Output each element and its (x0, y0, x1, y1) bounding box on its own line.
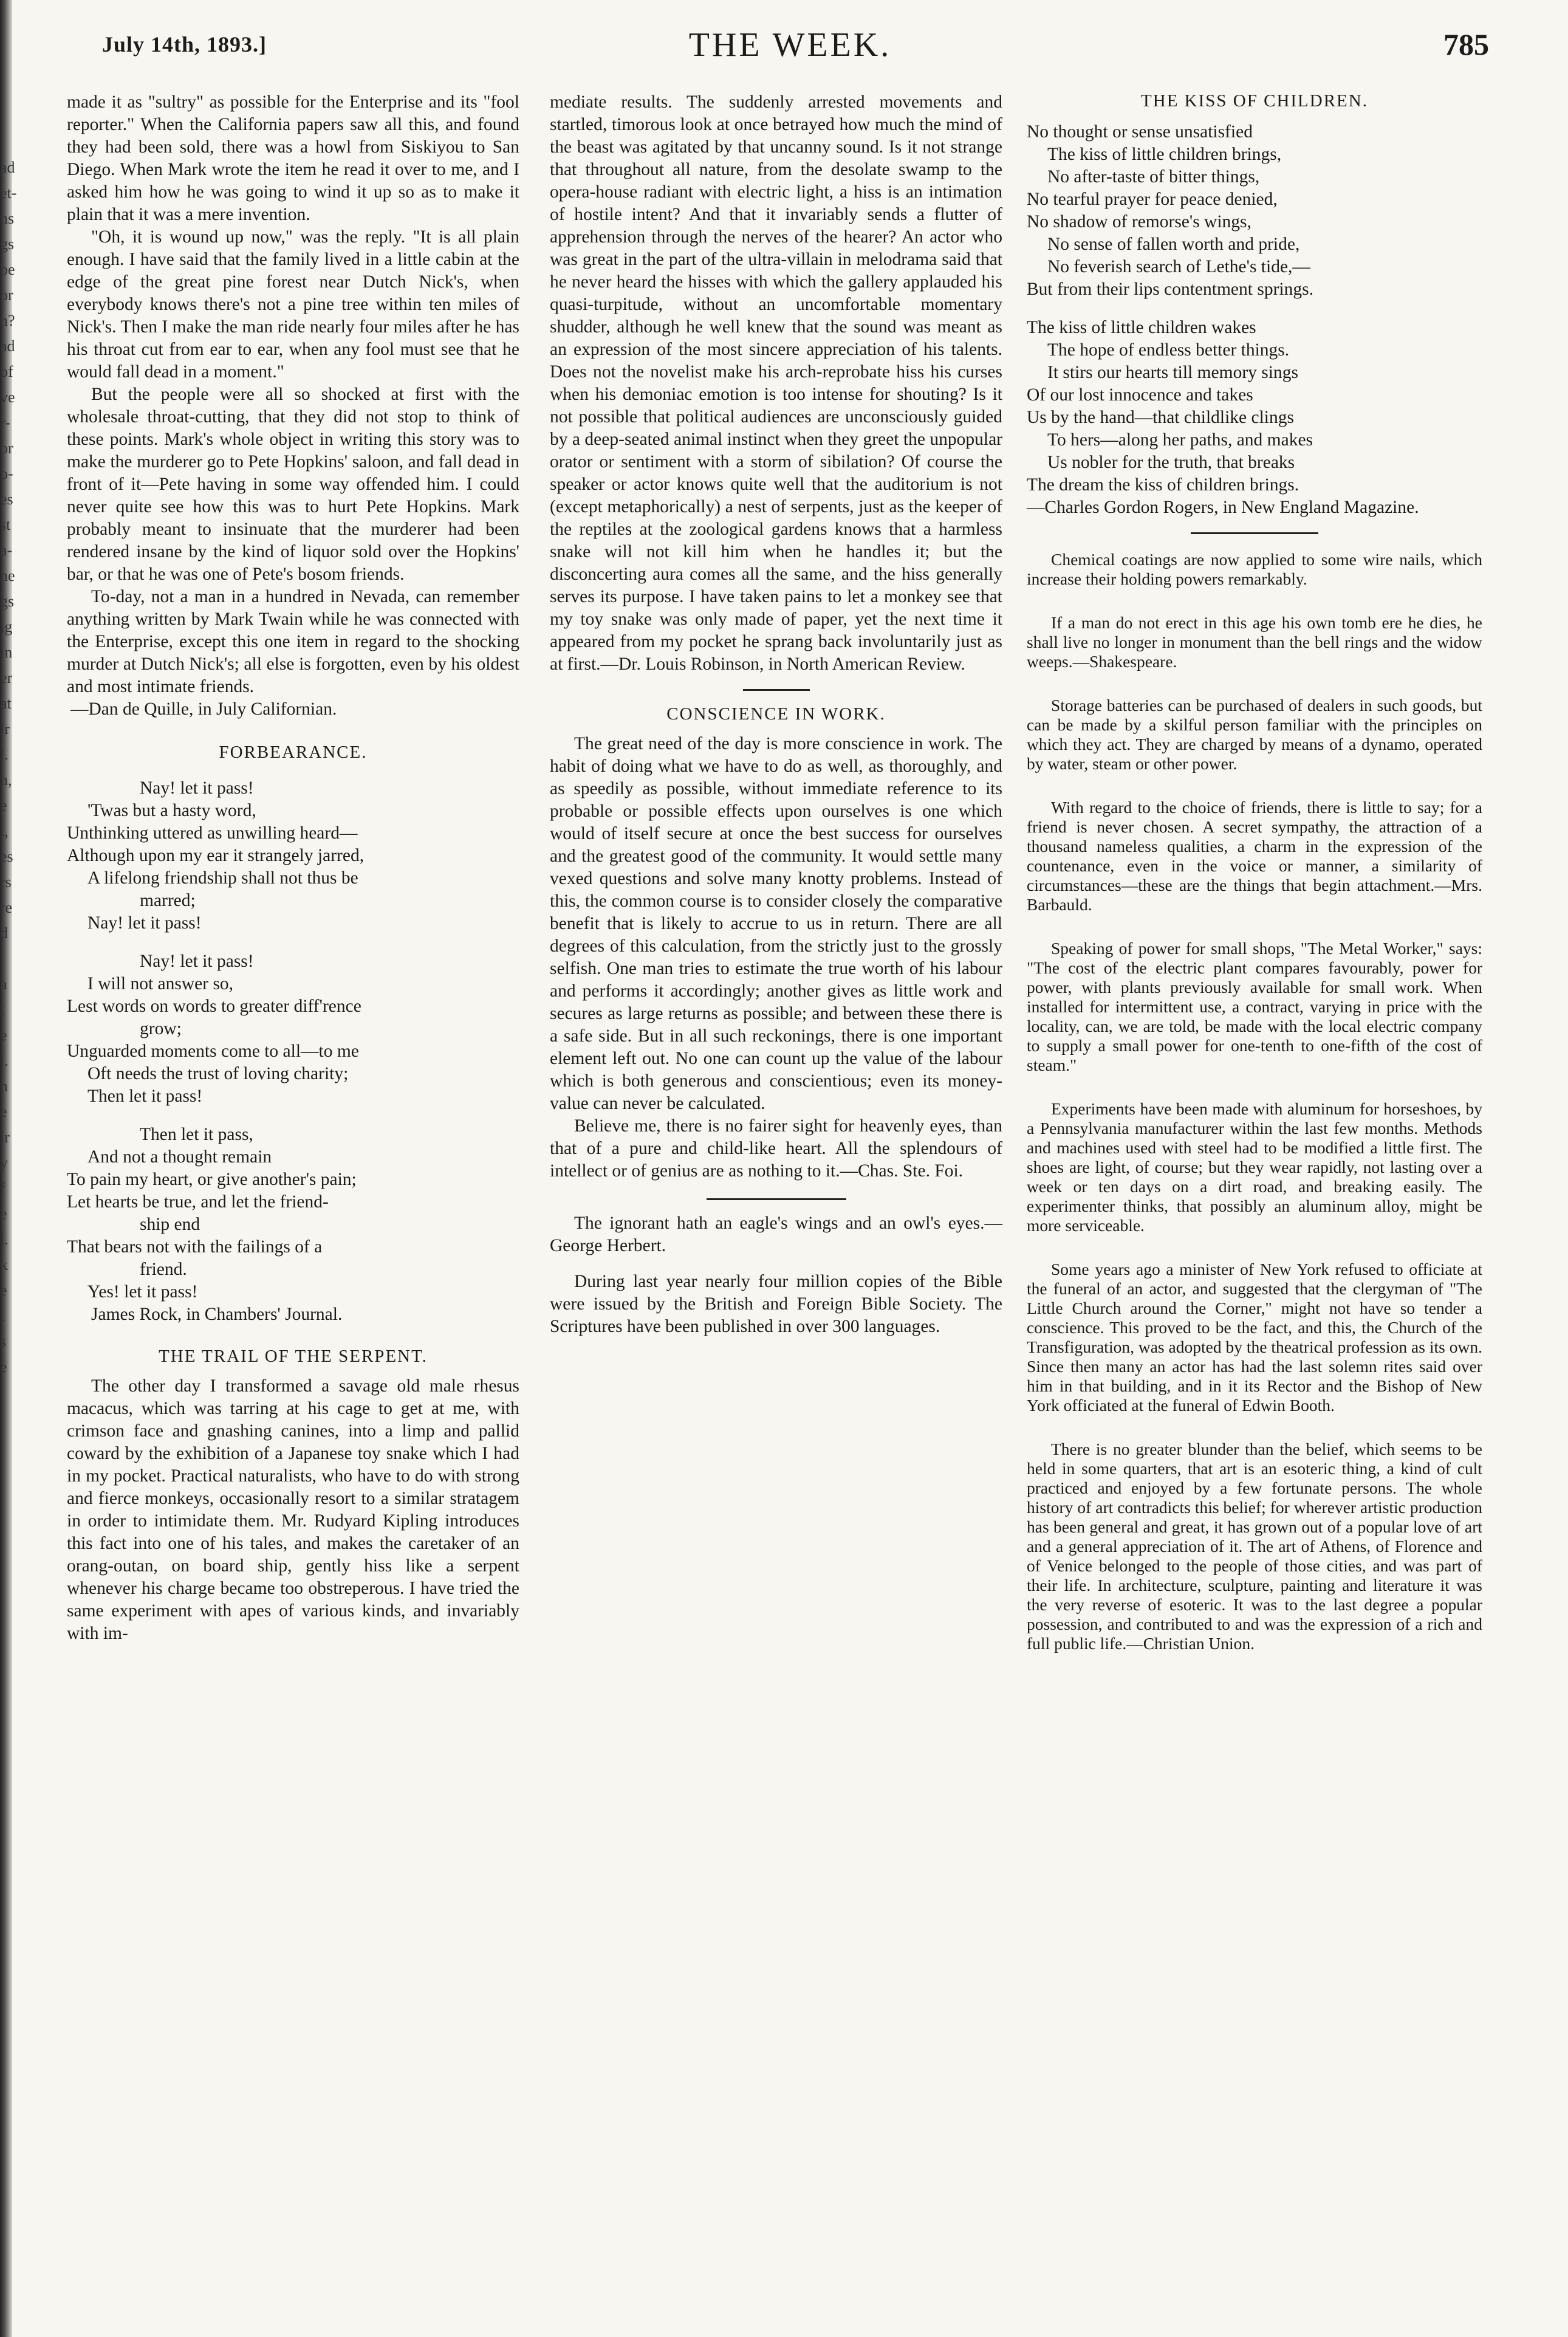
poem-line: Us by the hand—that childlike clings (1027, 408, 1294, 427)
issue-date: July 14th, 1893.] (102, 32, 267, 57)
poem-line: The hope of endless better things. (1047, 340, 1290, 360)
gutter-fragment: n? (0, 312, 15, 329)
gutter-fragment: e (0, 1103, 7, 1120)
gutter-fragment: ad (0, 159, 15, 176)
poem-line: A lifelong friendship shall not thus be (87, 868, 358, 888)
gutter-fragment: re (0, 899, 13, 916)
article-paragraph: The other day I transformed a savage old male rhesus macacus, which was tarring at his cage to get at me, with crimson face and gnashing canines, into a limp and pallid coward by the exhibition of a Japanese toy snake which I had in my pocket. Practical naturalists, who have to do with strong and fierce monkeys, occasionally resort to a similar stratagem in order to intimidate them. Mr. Rudyard Kipling introduces this fact into one of his tales, and makes the caretaker of an orang-outan, on board ship, gently hiss like a serpent whenever his charge became too obstreperous. I have tried the same experiment with apes of various kinds, and invariably with im- (67, 1376, 519, 1643)
article-paragraph: During last year nearly four million copies of the Bible were issued by the British and Foreign Bible Society. The Scriptures have been published in over 300 languages. (550, 1272, 1002, 1336)
gutter-fragment: ve (0, 388, 15, 406)
quotation: The ignorant hath an eagle's wings and an owl's eyes.—George Herbert. (550, 1213, 1002, 1255)
gutter-fragment: et- (0, 184, 17, 202)
poem-line: No shadow of remorse's wings, (1027, 212, 1251, 232)
gutter-fragment: of (0, 363, 13, 380)
gutter-fragment: n (0, 1077, 8, 1095)
poem-attribution: James Rock, in Chambers' Journal. (91, 1305, 343, 1324)
item-paragraph: With regard to the choice of friends, there is little to say; for a friend is never chosen. A secret sympathy, the attraction of a thousand nameless qualities, a charm in the expression of the countenance, even in the voice or manner, a similarity of circumstances—these are the things that begin attachment.—Mrs. Barbauld. (1027, 798, 1482, 914)
gutter-fragment: es (0, 490, 13, 508)
section-divider (1191, 532, 1318, 534)
gutter-fragment: t (0, 1001, 5, 1018)
gutter-fragment: e (0, 1358, 7, 1376)
poem-kiss-of-children (1027, 121, 1482, 519)
gutter-fragment: y (0, 1154, 8, 1172)
poem-line: Yes! let it pass! (87, 1282, 198, 1302)
item-paragraph: Speaking of power for small shops, "The Metal Worker," says: "The cost of the electric plant compares favourably, power for power, with plants previously available for small work. When installed for intermittent use, a contract, varying in price with the locality, can, we are told, be made with the local electric company to supply a small power for one-tenth to one-fifth of the cost of steam." (1027, 939, 1482, 1074)
gutter-fragment: lr (0, 720, 10, 738)
gutter-fragment: gs (0, 592, 15, 610)
poem-line: Although upon my ear it strangely jarred, (67, 846, 365, 865)
gutter-fragment: er (0, 669, 13, 687)
article-paragraph: "Oh, it is wound up now," was the reply. "It is all plain enough. I have said that the family lived in a little cabin at the edge of the great pine forest near Dutch Nick's, when everybody knows there's not a pine tree within ten miles of Nick's. Then I make the man ride nearly four miles after he has his throat cut from ear to ear, when any fool must see that he would fall dead in a moment." (67, 227, 519, 382)
gutter-fragment: r- (0, 414, 10, 431)
gutter-fragment: i. (0, 1052, 9, 1069)
gutter-fragment: ne (0, 567, 15, 585)
poem-line: friend. (140, 1260, 187, 1279)
article-paragraph: But the people were all so shocked at first with the wholesale throat-cutting, that they did not stop to think of these points. Mark's whole object in writing this story was to make the murderer go to Pete Hopkins' saloon, and fall dead in front of it—Pete having in some way offended him. I could never quite see how this was to hurt Pete Hopkins. Mark probably meant to insinuate that the murderer had been rendered insane by the kind of liquor sold over the Hopkins' bar, or that he was one of Pete's bosom friends. (67, 385, 519, 584)
section-divider (743, 689, 810, 691)
poem-line: —Charles Gordon Rogers, in New England Magazine. (1027, 498, 1419, 517)
gutter-fragment: st (0, 516, 11, 534)
article-paragraph: The great need of the day is more conscience in work. The habit of doing what we have to do as well, as thoroughly, and as speedily as possible, without immediate reference to its probable or possible effects upon ourselves is one which would of itself secure at once the best success for ourselves and the greatest good of the community. It would settle many vexed questions and solve many knotty problems. Instead of this, the common course is to consider closely the comparative benefit that is likely to accrue to us in return. There are all degrees of this calculation, from the strictly just to the grossly selfish. One man tries to estimate the true worth of his labour and performs it accordingly; another gives as little work and secures as large returns as possible; and between these there is a safe side. But in all such reckonings, there is one important element left out. No one can count up the value of the labour which is both generous and conscientious; even its money-value can never be calculated. (550, 734, 1002, 1113)
poem-line: No feverish search of Lethe's tide,— (1047, 257, 1310, 276)
item-paragraph: Chemical coatings are now applied to some wire nails, which increase their holding powers remarkably. (1027, 550, 1482, 588)
poem-line: No tearful prayer for peace denied, (1027, 190, 1278, 209)
article-paragraph: made it as "sultry" as possible for the Enterprise and its "fool reporter." When the California papers saw all this, and found they had been sold, there was a howl from Siskiyou to San Diego. When Mark wrote the item he read it over to me, and I asked him how he was going to wind it up so as to make it plain that it was a mere invention. (67, 92, 519, 224)
gutter-fragment: at (0, 695, 12, 712)
poem-line: Unthinking uttered as unwilling heard— (67, 823, 358, 843)
gutter-fragment: ns (0, 210, 15, 227)
poem-line: Let hearts be true, and let the friend- (67, 1192, 329, 1212)
gutter-fragment: es (0, 848, 13, 865)
gutter-fragment: f (0, 1179, 5, 1197)
poem-line: grow; (140, 1019, 182, 1038)
poem-line: Of our lost innocence and takes (1027, 385, 1253, 405)
gutter-fragment: t (0, 1307, 5, 1325)
gutter-fragment: k (0, 1256, 8, 1274)
column-2 (550, 91, 1002, 1338)
poem-line: Nay! let it pass! (87, 913, 202, 933)
gutter-fragment: ir (0, 1128, 10, 1146)
item-paragraph: There is no greater blunder than the belief, which seems to be held in some quarters, that art is an esoteric thing, a kind of cult practiced and enjoyed by a few fortunate persons. The whole history of art contradicts this belief; for wherever artistic production has been general and great, it has grown out of a popular love of art and a general appreciation of it. The art of Athens, of Florence and of Venice belonged to the people of those cities, and was part of their life. In architecture, sculpture, painting and literature it was the very reverse of esoteric. It was to the last degree a popular possession, and contributed to and was the expression of a rich and full public life.—Christian Union. (1027, 1440, 1482, 1653)
column-1 (67, 91, 519, 1645)
poem-line: Us nobler for the truth, that breaks (1047, 453, 1295, 472)
section-divider (707, 1198, 846, 1200)
poem-line: To pain my heart, or give another's pain; (67, 1170, 357, 1189)
poem-line: Then let it pass! (87, 1086, 203, 1106)
page-header (91, 19, 1489, 74)
article-title: THE TRAIL OF THE SERPENT. (159, 1347, 428, 1366)
poem-line: To hers—along her paths, and makes (1047, 430, 1313, 450)
item-paragraph: If a man do not erect in this age his own tomb ere he dies, he shall live no longer in monument than the bell rings and the widow weeps.—Shakespeare. (1027, 613, 1482, 671)
gutter-fragment: l. (0, 746, 9, 763)
article-attribution: —Dan de Quille, in July Californian. (70, 699, 337, 719)
gutter-fragment: e (0, 1026, 7, 1044)
poem-line: The kiss of little children wakes (1027, 318, 1256, 337)
poem-line: Unguarded moments come to all—to me (67, 1042, 359, 1061)
poem-title: FORBEARANCE. (219, 743, 368, 762)
gutter-fragment: in (0, 643, 13, 661)
gutter-fragment: ig (0, 618, 13, 636)
poem-line: Oft needs the trust of loving charity; (87, 1064, 349, 1083)
article-paragraph: Believe me, there is no fairer sight for heavenly eyes, than that of a pure and child-like heart. All the splendours of intellect or of genius are as nothing to it.—Chas. Ste. Foi. (550, 1116, 1002, 1181)
item-paragraph: Experiments have been made with aluminum for horseshoes, by a Pennsylvania manufacturer within the last few months. Methods and machines used with steel had to be modified a little first. The shoes are light, of course; but they wear rapidly, not lasting over a week or ten days on a dirt road, and breaking easily. The experimenter thinks, that possibly an aluminum alloy, might be more serviceable. (1027, 1099, 1482, 1235)
miscellany (1027, 550, 1482, 1653)
column-3 (1027, 91, 1482, 1653)
gutter-fragment: s (0, 1333, 7, 1350)
poem-line: No after-taste of bitter things, (1047, 167, 1260, 187)
gutter-fragment (0, 946, 18, 972)
poem-line: Lest words on words to greater diff'rence (67, 997, 361, 1016)
poem-line: I will not answer so, (87, 974, 234, 993)
gutter-fragment: o- (0, 465, 13, 482)
poem-line: The kiss of little children brings, (1047, 145, 1282, 164)
poem-line: But from their lips contentment springs. (1027, 280, 1313, 299)
poem-line: marred; (140, 891, 196, 910)
item-paragraph: Some years ago a minister of New York refused to officiate at the funeral of an actor, and suggested that the clergyman of "The Little Church around the Corner," might not have so tender a conscience. This proved to be the fact, and this, the Church of the Transfiguration, was adopted by the theatrical profession as its own. Since then many an actor has had the last solemn rites said over him in that building, and in it its Rector and the Bishop of New York officiated at the funeral of Edwin Booth. (1027, 1260, 1482, 1415)
gutter-fragment: l. (0, 1230, 9, 1248)
poem-line: And not a thought remain (87, 1147, 272, 1167)
gutter-fragment: gs (0, 235, 15, 253)
gutter-fragment: a- (0, 541, 13, 559)
item-paragraph: Storage batteries can be purchased of dealers in such goods, but can be made by a skilful person familiar with the principles on which they act. They are charged by means of a dynamo, operated by water, steam or other power. (1027, 696, 1482, 773)
poem-line: ship end (140, 1215, 200, 1234)
gutter-fragment: e (0, 1282, 7, 1299)
poem-line: It stirs our hearts till memory sings (1047, 363, 1298, 382)
article-paragraph: mediate results. The suddenly arrested movements and startled, timorous look at once betrayed how much the mind of the beast was agitated by that uncanny sound. Is it not strange that throughout all nature, from the desolate swamp to the opera-house radiant with electric light, a hiss is an intimation of hostile intent? And that it invariably sends a flutter of apprehension through the nerves of the hearer? An actor who was great in the part of the ultra-villain in melodrama said that he never heard the hisses with which the gallery applauded his quasi-turpitude, without an uncomfortable momentary shudder, although he well knew that the sound was meant as an expression of the most sincere appreciation of his talents. Does not the novelist make his arch-reprobate hiss his curses when his demoniac emotion is too intense for shouting? Is it not possible that political audiences are unconsciously guided by a deep-seated animal instinct when they greet the unpopular orator or sentiment with a storm of sibilation? Of course the speaker or actor knows quite well that the auditorium is not (except metaphorically) a nest of serpents, just as the keeper of the reptiles at the zoological gardens knows that a harmless snake will not kill him when he handles it; but the disconcerting aura comes all the same, and the hiss generally serves its purpose. I have taken pains to let a monkey see that my toy snake was only made of paper, yet the next time it appeared from my pocket he sprang back involuntarily just as at first.—Dr. Louis Robinson, in North American Review. (550, 92, 1002, 674)
poem-line: Then let it pass, (140, 1125, 253, 1144)
adjacent-page-fragments (0, 155, 18, 1376)
gutter-fragment: e (0, 1205, 7, 1223)
poem-line: No sense of fallen worth and pride, (1047, 235, 1300, 254)
poem-line: No thought or sense unsatisfied (1027, 122, 1253, 142)
gutter-fragment: rs (0, 873, 12, 891)
page-number: 785 (1443, 27, 1489, 61)
article-title: CONSCIENCE IN WORK. (666, 704, 886, 724)
gutter-fragment: t, (0, 822, 9, 840)
poem-title: THE KISS OF CHILDREN. (1141, 91, 1368, 111)
gutter-fragment: d (0, 924, 8, 942)
gutter-fragment: ad (0, 337, 15, 355)
journal-title: THE WEEK. (688, 26, 892, 64)
poem-line: Nay! let it pass! (140, 952, 254, 971)
poem-line: That bears not with the failings of a (67, 1237, 323, 1257)
gutter-fragment: n, (0, 771, 12, 789)
gutter-fragment: or (0, 439, 13, 457)
poem-line: The dream the kiss of children brings. (1027, 475, 1299, 495)
article-paragraph: To-day, not a man in a hundred in Nevada, can remember anything written by Mark Twain while he was connected with the Enterprise, except this one item in regard to the shocking murder at Dutch Nick's; all else is forgotten, even by his oldest and most intimate friends. (67, 587, 519, 696)
gutter-fragment: or (0, 286, 13, 304)
poem-line: 'Twas but a hasty word, (87, 801, 256, 820)
gutter-fragment: e (0, 797, 7, 814)
poem-forbearance (67, 777, 519, 1303)
gutter-fragment: be (0, 261, 15, 278)
poem-line: Nay! let it pass! (140, 778, 254, 798)
gutter-fragment: a (0, 975, 7, 993)
